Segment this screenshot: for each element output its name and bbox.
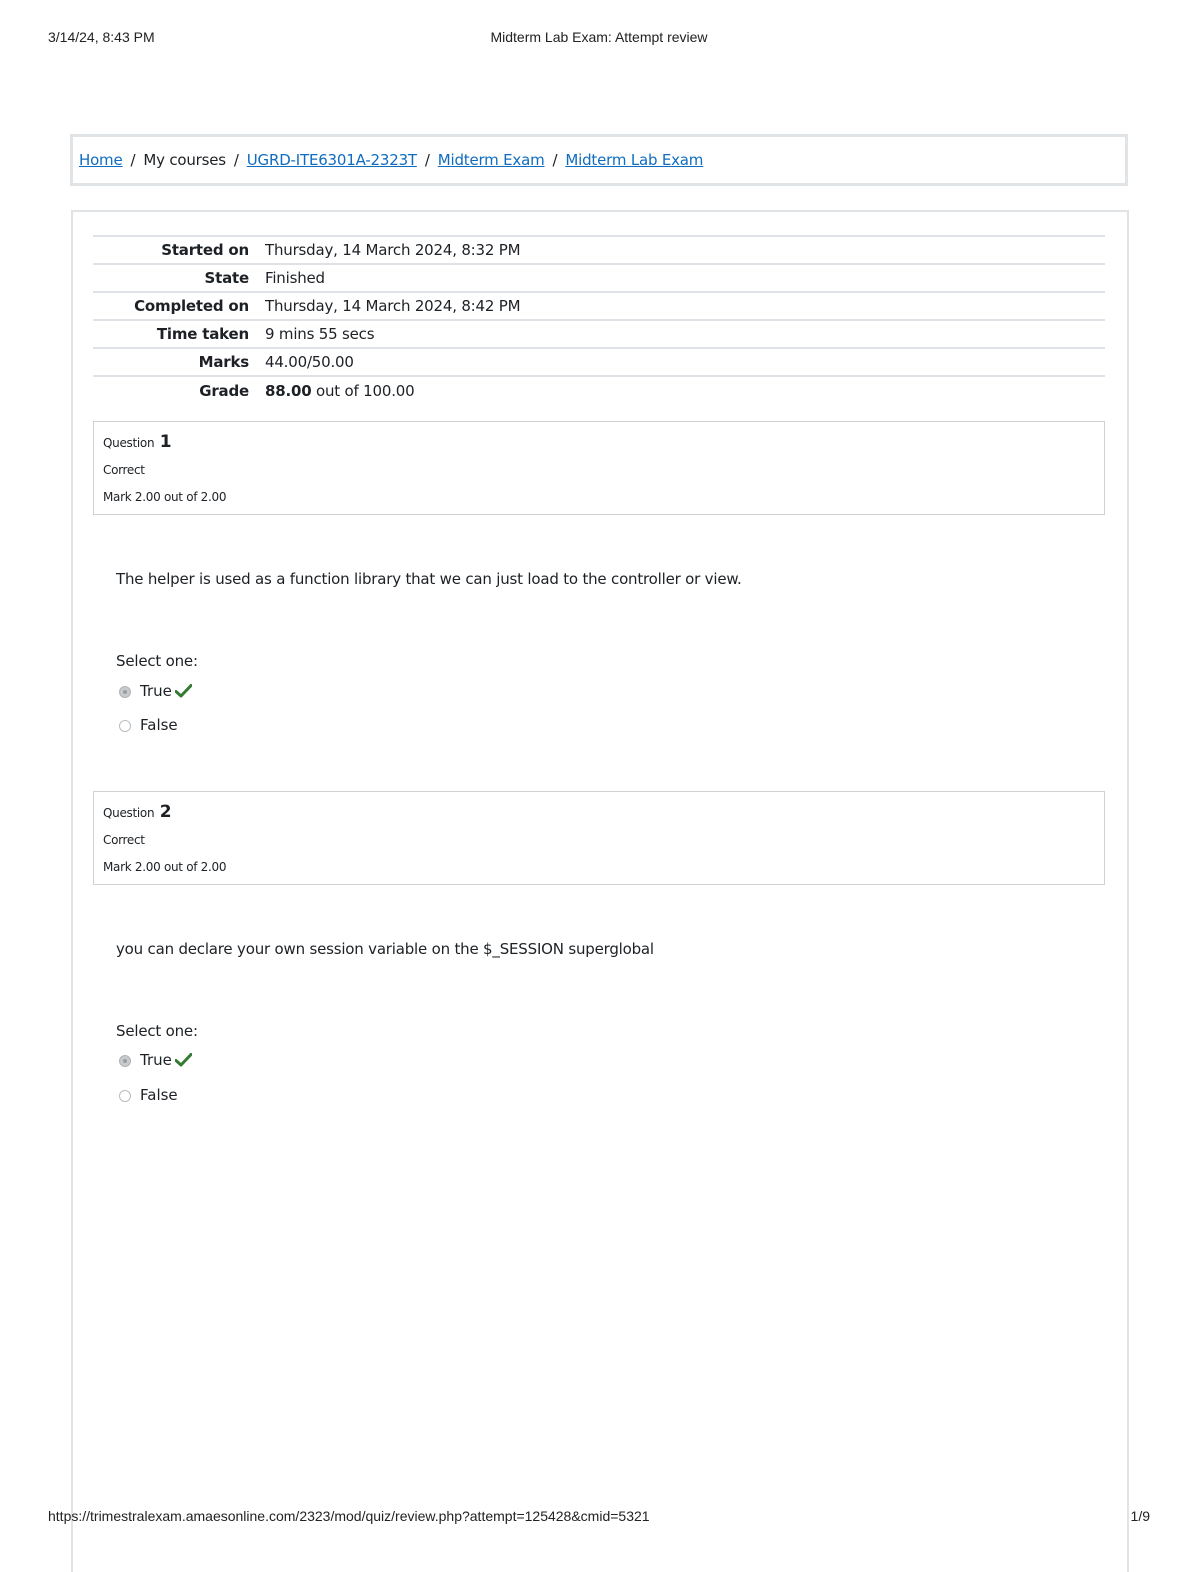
check-icon xyxy=(175,684,192,698)
breadcrumb-separator: / xyxy=(552,151,558,169)
breadcrumb-my-courses: My courses xyxy=(143,151,226,169)
summary-label: Time taken xyxy=(93,320,265,348)
summary-value: 9 mins 55 secs xyxy=(265,320,1105,348)
question-number-value: 1 xyxy=(159,432,172,452)
summary-value: Thursday, 14 March 2024, 8:42 PM xyxy=(265,292,1105,320)
main-content-panel xyxy=(71,210,1129,1572)
question-state: Correct xyxy=(103,833,145,847)
question-info-box xyxy=(93,421,1105,515)
question-label: Question xyxy=(103,436,155,450)
radio-button[interactable] xyxy=(119,1090,131,1102)
summary-value: 44.00/50.00 xyxy=(265,348,1105,376)
breadcrumb-course-link[interactable]: UGRD-ITE6301A-2323T xyxy=(246,151,417,169)
attempt-summary-table xyxy=(93,235,1105,405)
summary-label: State xyxy=(93,264,265,292)
breadcrumb-separator: / xyxy=(130,151,136,169)
summary-label: Marks xyxy=(93,348,265,376)
question-number-value: 2 xyxy=(159,802,172,822)
question-number xyxy=(103,432,171,452)
summary-row-started xyxy=(93,236,1105,264)
summary-row-state xyxy=(93,264,1105,292)
print-page-number: 1/9 xyxy=(1130,1508,1150,1524)
answer-prompt: Select one: xyxy=(116,652,198,670)
question-state: Correct xyxy=(103,463,145,477)
summary-value xyxy=(265,376,1105,405)
question-text: you can declare your own session variable on the $_SESSION superglobal xyxy=(116,940,654,958)
breadcrumb-separator: / xyxy=(233,151,239,169)
answer-prompt: Select one: xyxy=(116,1022,198,1040)
summary-row-completed xyxy=(93,292,1105,320)
summary-label: Grade xyxy=(93,376,265,405)
breadcrumb-activity-link[interactable]: Midterm Lab Exam xyxy=(565,151,704,169)
summary-value: Thursday, 14 March 2024, 8:32 PM xyxy=(265,236,1105,264)
option-label: True xyxy=(140,1051,172,1069)
grade-suffix: out of 100.00 xyxy=(311,382,415,400)
print-header xyxy=(48,29,1150,47)
question-mark: Mark 2.00 out of 2.00 xyxy=(103,860,227,874)
summary-row-time-taken xyxy=(93,320,1105,348)
question-info-box xyxy=(93,791,1105,885)
print-footer xyxy=(48,1508,1150,1526)
summary-row-marks xyxy=(93,348,1105,376)
breadcrumb-section-link[interactable]: Midterm Exam xyxy=(437,151,545,169)
option-label: True xyxy=(140,682,172,700)
check-icon xyxy=(175,1053,192,1067)
question-text: The helper is used as a function library that we can just load to the controller or view. xyxy=(116,570,742,588)
breadcrumb-home-link[interactable]: Home xyxy=(79,151,123,169)
summary-value: Finished xyxy=(265,264,1105,292)
question-number xyxy=(103,802,171,822)
summary-row-grade xyxy=(93,376,1105,405)
breadcrumb-container xyxy=(70,134,1128,186)
option-label: False xyxy=(140,1086,178,1104)
grade-value: 88.00 xyxy=(265,382,312,400)
print-url: https://trimestralexam.amaesonline.com/2323/mod/quiz/review.php?attempt=125428&cmid=5321 xyxy=(48,1508,650,1524)
question-mark: Mark 2.00 out of 2.00 xyxy=(103,490,227,504)
question-label: Question xyxy=(103,806,155,820)
breadcrumb-separator: / xyxy=(424,151,430,169)
option-label: False xyxy=(140,716,178,734)
radio-button[interactable] xyxy=(119,1055,131,1067)
radio-button[interactable] xyxy=(119,686,131,698)
radio-button[interactable] xyxy=(119,720,131,732)
summary-label: Completed on xyxy=(93,292,265,320)
summary-label: Started on xyxy=(93,236,265,264)
print-datetime: 3/14/24, 8:43 PM xyxy=(48,29,155,45)
print-page-title: Midterm Lab Exam: Attempt review xyxy=(490,29,708,45)
breadcrumb xyxy=(79,151,703,169)
